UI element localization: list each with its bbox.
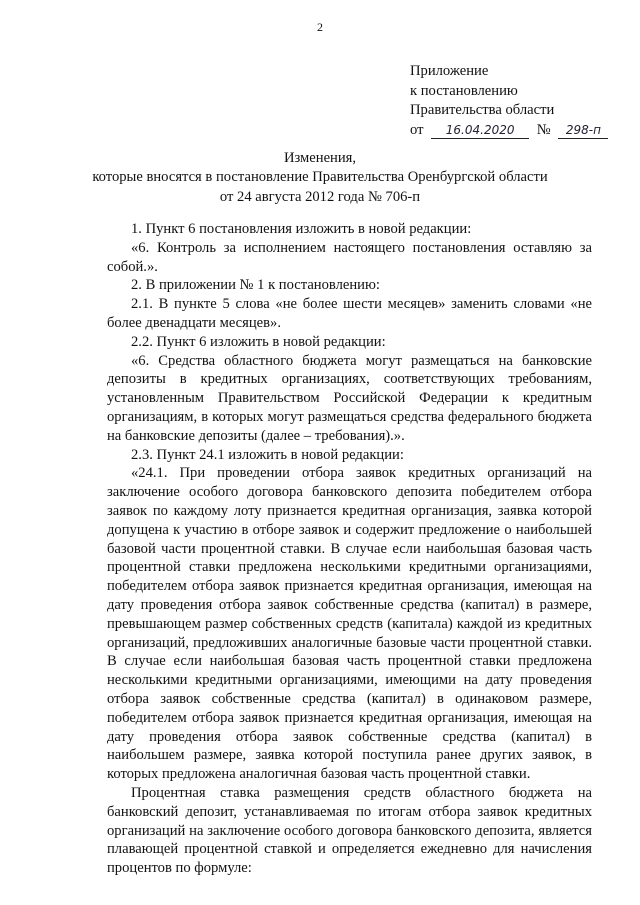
title-line-3: от 24 августа 2012 года № 706-п <box>219 188 421 205</box>
document-title <box>0 149 640 207</box>
number-prefix: № <box>536 121 551 138</box>
title-line-1: Изменения, <box>283 150 357 166</box>
paragraph-6: «6. Средства областного бюджета могут размещаться на банковские депозиты в кредитных организациях, соответствующих требованиям, установленным Правительством Российской Федерации к кредитным организациям, в которых могут размещаться средства федерального бюджета на банковские депозиты (далее – требования).». <box>107 352 592 444</box>
paragraph-8: «24.1. При проведении отбора заявок кредитных организаций на заключение особого договора банковского депозита победителем отбора заявок по каждому лоту признается кредитная организация, заявка которой допущена к участию в отборе заявок и содержит предложение о наибольшей базовой части процентной ставки. В случае если наибольшая базовая часть процентной ставки предложена несколькими кредитными организациями, победителем отбора заявок признается кредитная организация, имеющая на дату проведения отбора заявок собственные средства (капитал) в размере, превышающем размер собственных средств (капитала) каждой из кредитных организаций, предложивших аналогичные базовые части процентной ставки. В случае если наибольшая базовая часть процентной ставки предложена несколькими кредитными организациями, имеющими на дату проведения отбора заявок собственные средства (капитал) в одинаковом размере, победителем отбора заявок признается кредитная организация, имеющая на дату проведения отбора заявок собственные средства (капитал) в наибольшем размере, заявка которой поступила ранее других заявок, в которых предложена аналогичная базовая часть процентной ставки. <box>107 465 592 783</box>
paragraph-9: Процентная ставка размещения средств областного бюджета на банковский депозит, устанавливаемая по итогам отбора заявок кредитных организаций на заключение особого договора банковского депозита, является плавающей процентной ставкой и определяется ежедневно для начисления процентов по формуле: <box>107 784 592 877</box>
appendix-header <box>410 62 608 140</box>
paragraph-3: 2. В приложении № 1 к постановлению: <box>131 277 380 294</box>
paragraph-5: 2.2. Пункт 6 изложить в новой редакции: <box>131 333 386 350</box>
appendix-line-3: Правительства области <box>410 102 555 118</box>
paragraph-4: 2.1. В пункте 5 слова «не более шести месяцев» заменить словами «не более двенадцати месяцев». <box>107 296 592 331</box>
date-prefix: от <box>410 121 424 138</box>
handwritten-number: 298-п <box>558 123 608 139</box>
appendix-line-1: Приложение <box>410 63 489 79</box>
appendix-line-2: к постановлению <box>410 82 518 99</box>
document-body <box>107 220 592 878</box>
paragraph-7: 2.3. Пункт 24.1 изложить в новой редакции: <box>131 446 404 463</box>
appendix-date-line <box>410 121 608 141</box>
title-line-2: которые вносятся в постановление Правительства Оренбургской области <box>92 169 548 186</box>
handwritten-date: 16.04.2020 <box>431 123 529 139</box>
page-number: 2 <box>317 20 323 34</box>
paragraph-2: «6. Контроль за исполнением настоящего постановления оставляю за собой.». <box>107 239 592 275</box>
paragraph-1: 1. Пункт 6 постановления изложить в новой редакции: <box>131 221 472 237</box>
